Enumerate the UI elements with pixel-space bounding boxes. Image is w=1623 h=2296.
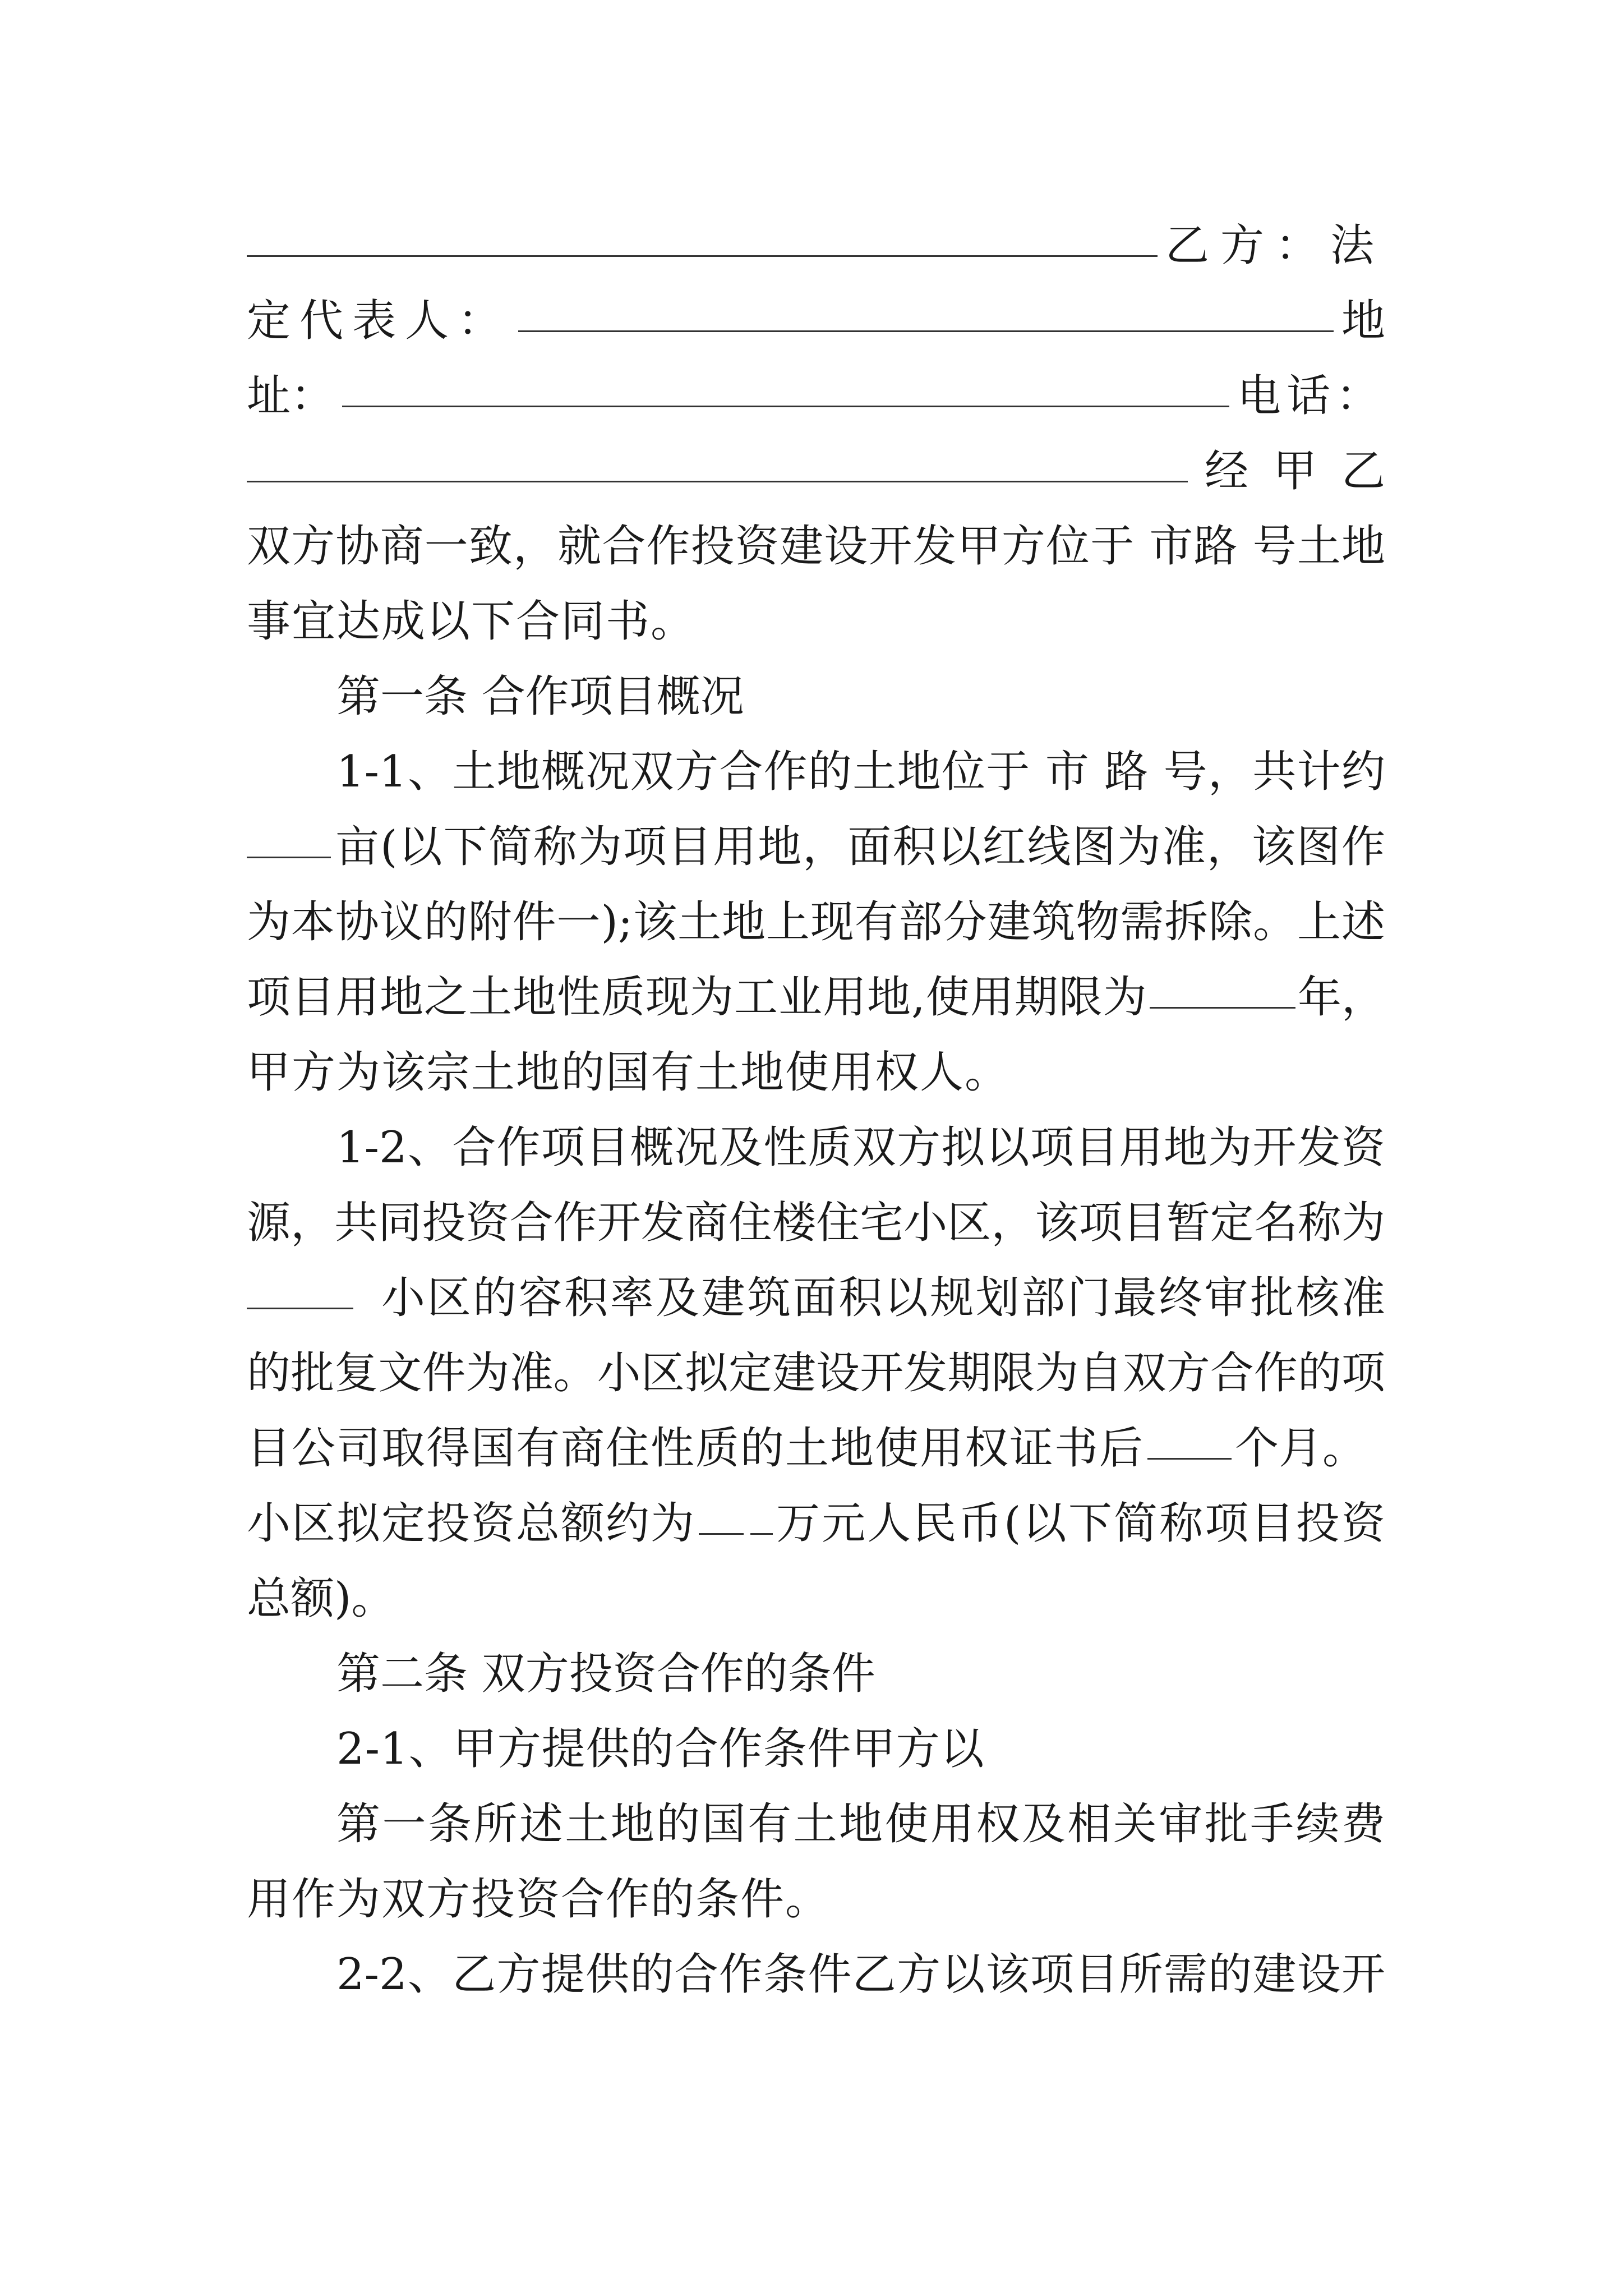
legal-rep-label: 定代表人： bbox=[247, 296, 511, 346]
party-b-blank bbox=[247, 255, 1158, 257]
contract-page bbox=[247, 0, 1410, 2296]
article-1-2-line-5 bbox=[247, 1409, 1385, 1488]
year-text: 年， bbox=[1297, 972, 1385, 1023]
preamble-line-2: 事宜达成以下合同书。 bbox=[247, 596, 696, 647]
article-1-1-line-2-text: 亩(以下简称为项目用地，面积以红线图为准，该图作 bbox=[335, 822, 1385, 872]
article-1-1-line-4 bbox=[247, 958, 1385, 1037]
area-blank bbox=[247, 857, 331, 858]
phone-label: 电话： bbox=[1237, 371, 1385, 421]
party-b-line bbox=[247, 206, 1385, 285]
preamble-line-1: 双方协商一致，就合作投资建设开发甲方位于 市路 号土地 bbox=[247, 521, 1385, 572]
article-1-2-line-6 bbox=[247, 1484, 1385, 1563]
article-1-2-line-1: 1-2、合作项目概况及性质双方拟以项目用地为开发资 bbox=[336, 1122, 1385, 1173]
article-1-2-line-7: 总额)。 bbox=[247, 1573, 395, 1624]
article-1-2-line-3 bbox=[247, 1259, 1385, 1337]
legal-rep-line bbox=[247, 282, 1385, 360]
article-1-1-line-3: 为本协议的附件一);该土地上现有部分建筑物需拆除。上述 bbox=[247, 897, 1385, 947]
article-2-title: 第二条 双方投资合作的条件 bbox=[336, 1649, 875, 1699]
land-nature-text: 项目用地之土地性质现为工业用地,使用期限为 bbox=[247, 972, 1147, 1023]
party-b-label: 乙方：法 bbox=[1165, 220, 1385, 271]
legal-rep-blank bbox=[518, 330, 1334, 332]
article-2-1-line-3: 用作为双方投资合作的条件。 bbox=[247, 1874, 831, 1925]
months-text: 个月。 bbox=[1235, 1423, 1367, 1474]
article-1-2-line-3-text: 小区的容积率及建筑面积以规划部门最终审批核准 bbox=[381, 1273, 1385, 1323]
article-2-1-line-2: 第一条所述土地的国有土地使用权及相关审批手续费 bbox=[336, 1799, 1385, 1849]
months-blank bbox=[1147, 1458, 1232, 1460]
investment-text: 小区拟定投资总额约为 bbox=[247, 1498, 696, 1549]
investment-blank-1 bbox=[699, 1533, 744, 1535]
phone-blank bbox=[247, 481, 1188, 482]
investment-blank-2 bbox=[750, 1533, 773, 1535]
term-years-blank bbox=[1150, 1007, 1295, 1009]
address-label: 址： bbox=[247, 371, 335, 421]
consult-start: 经甲乙 bbox=[1204, 446, 1410, 496]
address-line bbox=[247, 357, 1385, 435]
article-1-1-line-2 bbox=[247, 808, 1385, 886]
article-2-2-line-1: 2-2、乙方提供的合作条件乙方以该项目所需的建设开 bbox=[336, 1949, 1385, 2000]
period-text: 目公司取得国有商住性质的土地使用权证书后 bbox=[247, 1423, 1145, 1474]
consult-line bbox=[247, 432, 1410, 510]
article-1-1-line-5: 甲方为该宗土地的国有土地使用权人。 bbox=[247, 1047, 1010, 1098]
address-label-start: 地 bbox=[1341, 296, 1385, 346]
article-2-1-line-1: 2-1、甲方提供的合作条件甲方以 bbox=[336, 1724, 985, 1774]
address-blank bbox=[342, 406, 1229, 407]
project-name-blank bbox=[247, 1308, 353, 1309]
article-1-1-line-1: 1-1、土地概况双方合作的土地位于 市 路 号，共计约 bbox=[336, 747, 1385, 797]
investment-unit-text: 万元人民币(以下简称项目投资 bbox=[776, 1498, 1385, 1549]
article-1-2-line-2: 源，共同投资合作开发商住楼住宅小区，该项目暂定名称为 bbox=[247, 1198, 1385, 1248]
article-1-title: 第一条 合作项目概况 bbox=[336, 671, 744, 722]
article-1-2-line-4: 的批复文件为准。小区拟定建设开发期限为自双方合作的项 bbox=[247, 1348, 1385, 1398]
